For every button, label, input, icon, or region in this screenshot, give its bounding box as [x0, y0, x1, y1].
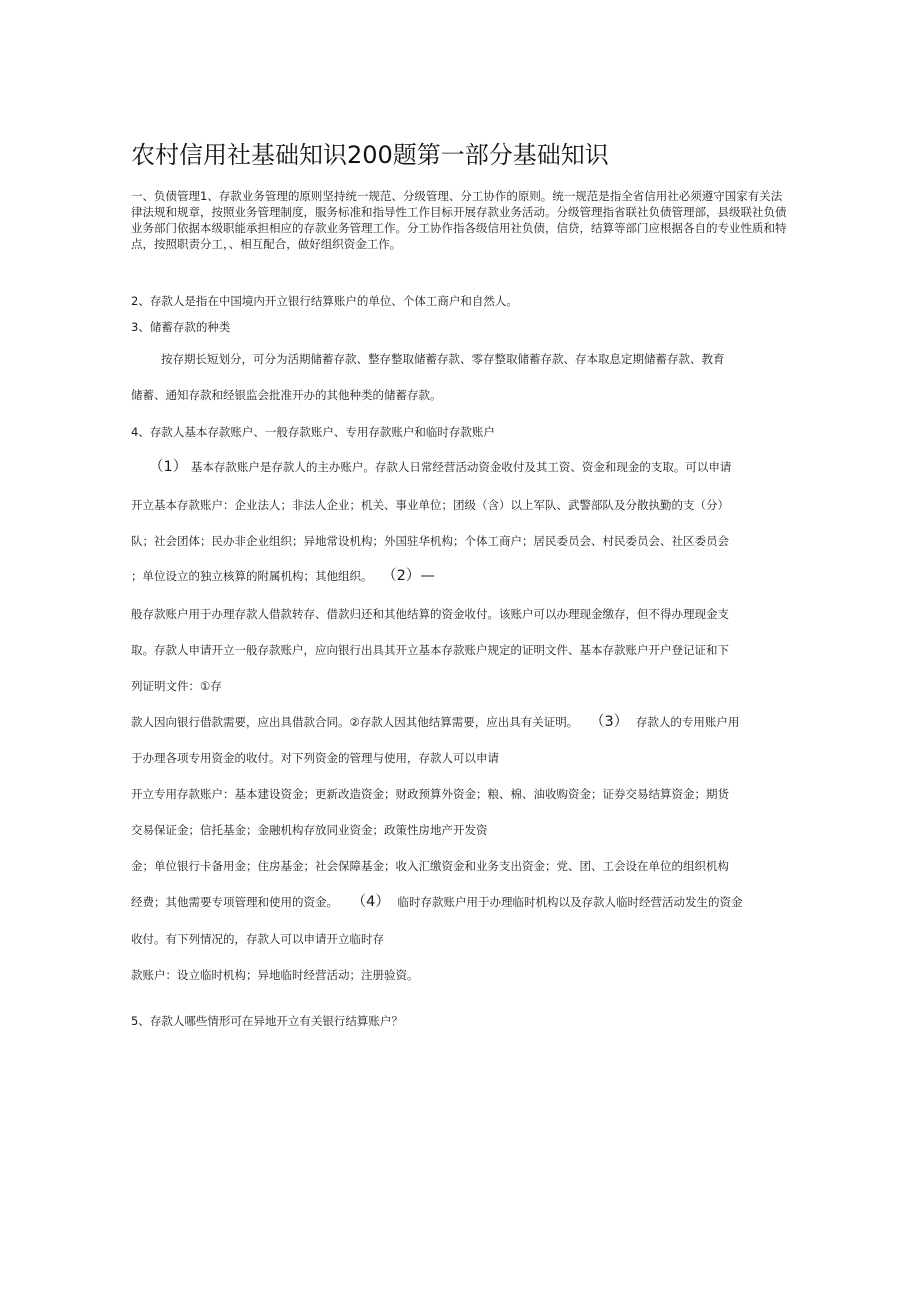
- item-4-2-line-2: 取。存款人申请开立一般存款账户，应向银行出具其开立基本存款账户规定的证明文件、基本存款账户开户登记证和下: [131, 643, 729, 657]
- item-4-2-line-1: 般存款账户用于办理存款人借款转存、借款归还和其他结算的资金收付。该账户可以办理现金缴存，但不得办理现金支: [131, 607, 729, 621]
- item-5-heading: 5、存款人哪些情形可在异地开立有关银行结算账户？: [131, 1014, 403, 1028]
- item-4-3-line-6: [131, 893, 791, 911]
- item-4-3-text-end: 经费；其他需要专项管理和使用的资金。: [131, 895, 338, 909]
- page-title: 农村信用社基础知识200题第一部分基础知识: [131, 141, 609, 169]
- item-4-1-text: 基本存款账户是存款人的主办账户。存款人日常经营活动资金收付及其工资、资金和现金的支取。可以申请: [190, 460, 732, 474]
- item-2-depositor: 2、存款人是指在中国境内开立银行结算账户的单位、个体工商户和自然人。: [131, 294, 518, 308]
- paragraph-liability-management: 一、负债管理1、存款业务管理的原则坚持统一规范、分级管理、分工协作的原则。统一规范是指全省信用社必须遵守国家有关法律法规和规章，按照业务管理制度，服务标准和指导性工作目标开展存款业务活动。分级管理指省联社负债管理部，县级联社负债业务部门依据本级职能承担相应的存款业务管理工作。分工协作指各级信用社负债，信贷，结算等部门应根据各自的专业性质和特点，按照职责分工，、相互配合，做好组织资金工作。: [131, 189, 787, 251]
- item-4-4-line-3: 款账户：设立临时机构；异地临时经营活动；注册验资。: [131, 968, 419, 982]
- item-4-2-number: （2）—: [382, 568, 435, 584]
- item-4-3-line-2: 于办理各项专用资金的收付。对下列资金的管理与使用，存款人可以申请: [131, 751, 499, 765]
- item-4-3-number: （3）: [589, 714, 629, 730]
- item-4-3-line-4: 交易保证金；信托基金；金融机构存放同业资金；政策性房地产开发资: [131, 823, 488, 837]
- item-4-2-line-3: 列证明文件：①存: [131, 679, 222, 693]
- item-4-3-text-start: 存款人的专用账户用: [635, 715, 740, 729]
- item-4-1-line-2: 开立基本存款账户：企业法人；非法人企业；机关、事业单位；团级（含）以上军队、武警部队及分散执勤的支（分）: [131, 498, 729, 512]
- item-4-1-number: （1）: [149, 459, 188, 475]
- item-4-1-line: [131, 458, 809, 476]
- item-3-text-line-1: 按存期长短划分，可分为活期储蓄存款、整存整取储蓄存款、零存整取储蓄存款、存本取息定期储蓄存款、教育: [161, 352, 725, 366]
- item-4-3-line-3: 开立专用存款账户：基本建设资金；更新改造资金；财政预算外资金；粮、棉、油收购资金；证券交易结算资金；期货: [131, 787, 729, 801]
- item-3-text-line-2: 储蓄、通知存款和经银监会批准开办的其他种类的储蓄存款。: [131, 388, 442, 402]
- item-4-4-number: （4）: [351, 894, 390, 910]
- item-4-4-line-2: 收付。有下列情况的，存款人可以申请开立临时存: [131, 932, 384, 946]
- item-4-3-line-5: 金；单位银行卡备用金；住房基金；社会保障基金；收入汇缴资金和业务支出资金；党、团、工会设在单位的组织机构: [131, 859, 729, 873]
- item-4-4-text-start: 临时存款账户用于办理临时机构以及存款人临时经营活动发生的资金: [397, 895, 743, 909]
- item-4-heading: 4、存款人基本存款账户、一般存款账户、专用存款账户和临时存款账户: [131, 425, 495, 439]
- item-3-heading: 3、储蓄存款的种类: [131, 320, 231, 334]
- item-4-1-text-end: ；单位设立的独立核算的附属机构；其他组织。: [131, 569, 373, 583]
- item-4-2-text-end: 款人因向银行借款需要，应出具借款合同。②存款人因其他结算需要，应出具有关证明。: [131, 715, 579, 729]
- item-4-1-line-3: 队；社会团体；民办非企业组织；异地常设机构；外国驻华机构；个体工商户；居民委员会、村民委员会、社区委员会: [131, 534, 729, 548]
- item-4-1-line-4: [131, 567, 791, 585]
- item-4-2-line-4: [131, 713, 791, 731]
